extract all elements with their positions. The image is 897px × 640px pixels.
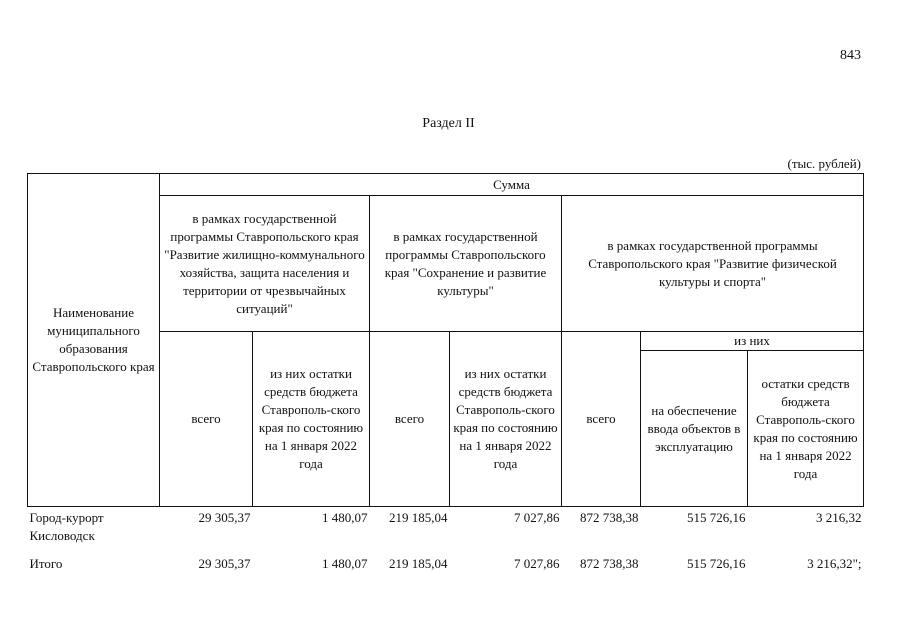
header-municipality: Наименование муниципального образования Ставропольского края bbox=[28, 174, 160, 507]
cell-sport-remainder: 3 216,32 bbox=[816, 510, 862, 525]
header-sport-commissioning: на обеспечение ввода объектов в эксплуатацию bbox=[641, 351, 748, 507]
cell-culture-total: 219 185,04 bbox=[389, 510, 448, 525]
page-number: 843 bbox=[840, 48, 861, 63]
section-title: Раздел II bbox=[422, 116, 475, 131]
cell-culture-remainder: 7 027,86 bbox=[514, 556, 560, 571]
header-culture-total: всего bbox=[370, 332, 450, 507]
table-row-total bbox=[28, 553, 864, 577]
header-program-culture: в рамках государственной программы Ставропольского края "Сохранение и развитие культуры" bbox=[370, 196, 562, 332]
cell-culture-total: 219 185,04 bbox=[389, 556, 448, 571]
cell-sport-remainder: 3 216,32"; bbox=[807, 556, 862, 571]
cell-sport-commissioning: 515 726,16 bbox=[687, 510, 746, 525]
header-culture-remainder: из них остатки средств бюджета Ставрополь-ского края по состоянию на 1 января 2022 года bbox=[450, 332, 562, 507]
header-program-housing: в рамках государственной программы Ставропольского края "Развитие жилищно-коммунального хозяйства, защита населения и территории от чрезвычайных ситуаций" bbox=[160, 196, 370, 332]
header-housing-total: всего bbox=[160, 332, 253, 507]
row-name: Итого bbox=[29, 556, 63, 571]
units-note: (тыс. рублей) bbox=[787, 156, 861, 171]
budget-table bbox=[27, 173, 864, 577]
cell-sport-commissioning: 515 726,16 bbox=[687, 556, 746, 571]
cell-housing-remainder: 1 480,07 bbox=[322, 556, 368, 571]
row-name: Город-курорт Кисловодск bbox=[29, 510, 104, 543]
cell-housing-total: 29 305,37 bbox=[198, 556, 251, 571]
header-sport-iz-nih: из них bbox=[641, 332, 864, 351]
header-sport-total: всего bbox=[562, 332, 641, 507]
table-row bbox=[28, 507, 864, 554]
cell-housing-remainder: 1 480,07 bbox=[322, 510, 368, 525]
cell-sport-total: 872 738,38 bbox=[580, 556, 639, 571]
cell-housing-total: 29 305,37 bbox=[198, 510, 251, 525]
header-housing-remainder: из них остатки средств бюджета Ставрополь-ского края по состоянию на 1 января 2022 года bbox=[253, 332, 370, 507]
header-sum: Сумма bbox=[160, 174, 864, 196]
cell-culture-remainder: 7 027,86 bbox=[514, 510, 560, 525]
header-sport-remainder: остатки средств бюджета Ставрополь-ского края по состоянию на 1 января 2022 года bbox=[748, 351, 864, 507]
header-program-sport: в рамках государственной программы Ставропольского края "Развитие физической культуры и спорта" bbox=[562, 196, 864, 332]
cell-sport-total: 872 738,38 bbox=[580, 510, 639, 525]
